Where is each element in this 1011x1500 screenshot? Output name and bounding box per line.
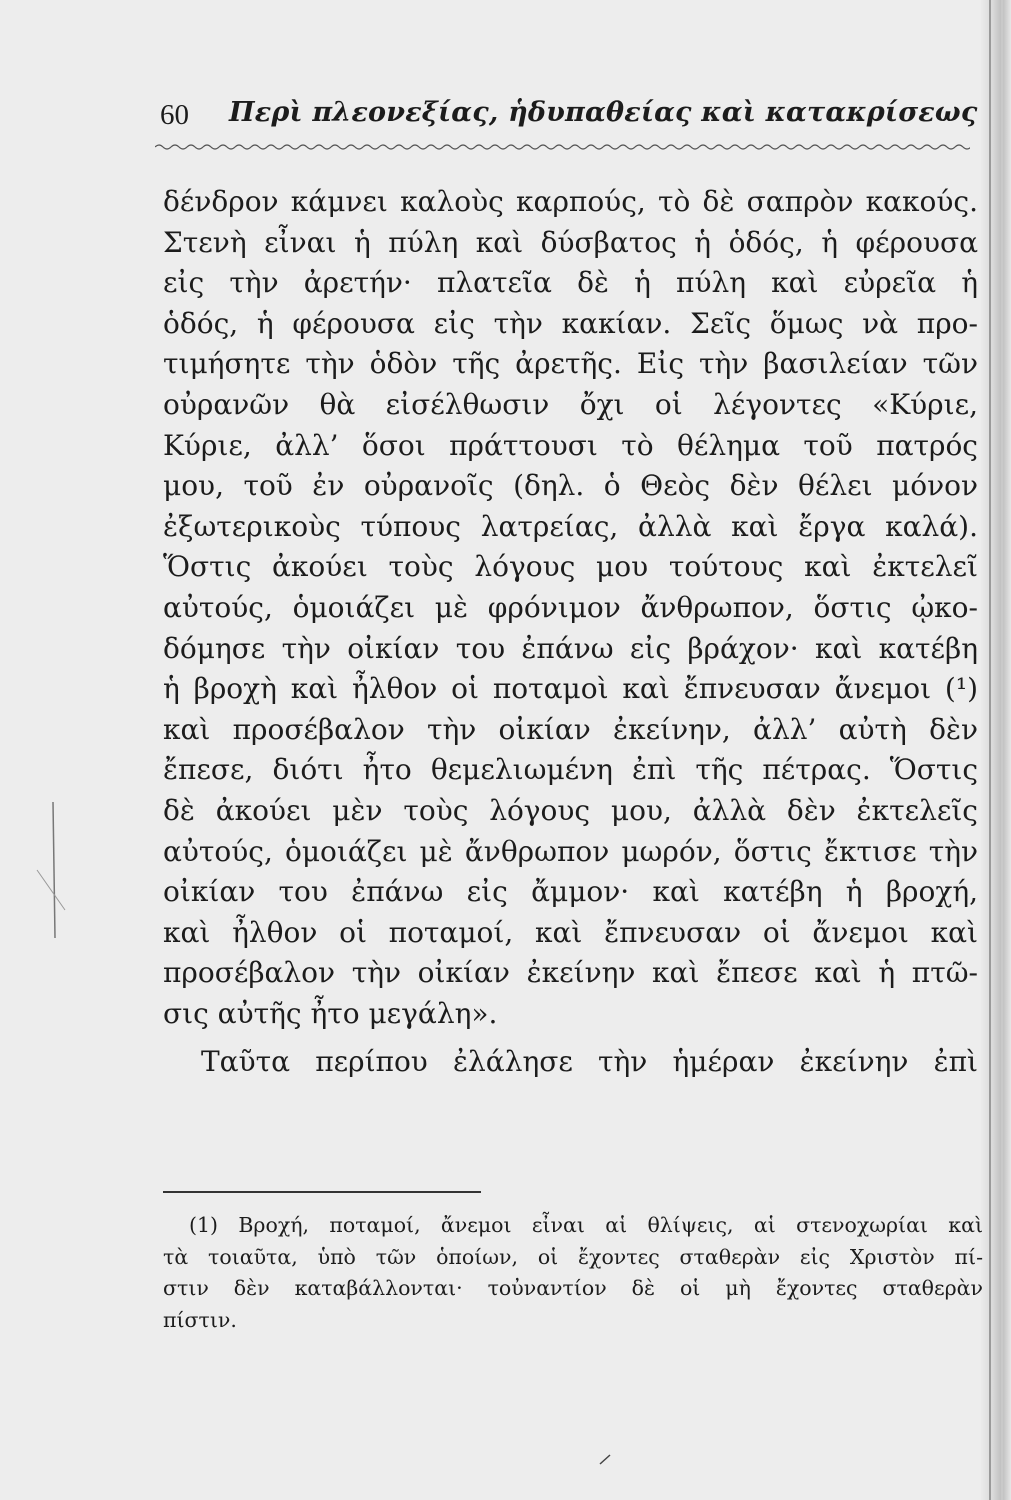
text-line: δένδρον κάμνει καλοὺς καρπούς, τὸ δὲ σαπρὸν κακούς. [163, 185, 978, 218]
edge-line [989, 0, 991, 1500]
text-line: αὐτούς, ὁμοιάζει μὲ ἄνθρωπον μωρόν, ὅστις ἔκτισε τὴν [163, 834, 978, 868]
footnote-rule [163, 1191, 481, 1193]
text-line: σις αὐτῆς ἦτο μεγάλη». [163, 996, 498, 1030]
text-line: οὐρανῶν θὰ εἰσέλθωσιν ὄχι οἱ λέγοντες «Κύριε, [163, 387, 978, 421]
text-line: προσέβαλον τὴν οἰκίαν ἐκείνην καὶ ἔπεσε καὶ ἡ πτῶ- [163, 956, 978, 990]
text-line: Στενὴ εἶναι ἡ πύλη καὶ δύσβατος ἡ ὁδός, ἡ φέρουσα [163, 225, 978, 259]
footnote-line: στιν δὲν καταβάλλονται· τοὐναντίον δὲ οἱ μὴ ἔχοντες σταθερὰν [163, 1276, 983, 1300]
text-line: Ὅστις ἀκούει τοὺς λόγους μου τούτους καὶ ἐκτελεῖ [163, 550, 978, 584]
text-line: καὶ προσέβαλον τὴν οἰκίαν ἐκείνην, ἀλλ’ αὐτὴ δὲν [163, 712, 978, 746]
text-line: Κύριε, ἀλλ’ ὅσοι πράττουσι τὸ θέλημα τοῦ πατρός [163, 428, 978, 462]
text-line: ἐξωτερικοὺς τύπους λατρείας, ἀλλὰ καὶ ἔργα καλά). [163, 509, 978, 543]
text-line: ὁδός, ἡ φέρουσα εἰς τὴν κακίαν. Σεῖς ὅμως νὰ προ- [163, 306, 978, 340]
header-wavy-rule [155, 143, 970, 151]
page-speck [598, 1452, 618, 1466]
footnote-line: (1) Βροχή, ποταμοί, ἄνεμοι εἶναι αἱ θλίψεις, αἱ στενοχωρίαι καὶ [189, 1213, 983, 1237]
text-line: Ταῦτα περίπου ἐλάλησε τὴν ἡμέραν ἐκείνην ἐπὶ [201, 1045, 978, 1079]
body-text [163, 182, 978, 1083]
edge-line [1001, 0, 1003, 1500]
text-line: οἰκίαν του ἐπάνω εἰς ἄμμον· καὶ κατέβη ἡ βροχή, [163, 875, 978, 909]
text-line: δόμησε τὴν οἰκίαν του ἐπάνω εἰς βράχον· καὶ κατέβη [163, 631, 978, 665]
footnote-line: πίστιν. [163, 1307, 237, 1332]
text-line: ἡ βροχὴ καὶ ἦλθον οἱ ποταμοὶ καὶ ἔπνευσαν ἄνεμοι (¹) [163, 672, 978, 706]
text-line: δὲ ἀκούει μὲν τοὺς λόγους μου, ἀλλὰ δὲν ἐκτελεῖς [163, 793, 978, 827]
text-line: αὐτούς, ὁμοιάζει μὲ φρόνιμον ἄνθρωπον, ὅστις ᾠκο- [163, 590, 978, 624]
text-line: καὶ ἦλθον οἱ ποταμοί, καὶ ἔπνευσαν οἱ ἄνεμοι καὶ [163, 915, 978, 949]
page-header [160, 97, 978, 137]
page-edge [981, 0, 1011, 1500]
margin-pencil-mark [35, 800, 95, 940]
running-head: Περὶ πλεονεξίας, ἡδυπαθείας καὶ κατακρίσεως [229, 97, 978, 128]
text-line: τιμήσητε τὴν ὁδὸν τῆς ἀρετῆς. Εἰς τὴν βασιλείαν τῶν [163, 347, 978, 381]
page-number: 60 [160, 99, 189, 131]
text-line: μου, τοῦ ἐν οὐρανοῖς (δηλ. ὁ Θεὸς δὲν θέλει μόνον [163, 469, 978, 503]
footnote [163, 1210, 983, 1336]
footnote-line: τὰ τοιαῦτα, ὑπὸ τῶν ὁποίων, οἱ ἔχοντες σταθερὰν εἰς Χριστὸν πί- [163, 1244, 983, 1269]
text-line: ἔπεσε, διότι ἦτο θεμελιωμένη ἐπὶ τῆς πέτρας. Ὅστις [163, 753, 978, 787]
text-line: εἰς τὴν ἀρετήν· πλατεῖα δὲ ἡ πύλη καὶ εὐρεῖα ἡ [163, 266, 978, 300]
